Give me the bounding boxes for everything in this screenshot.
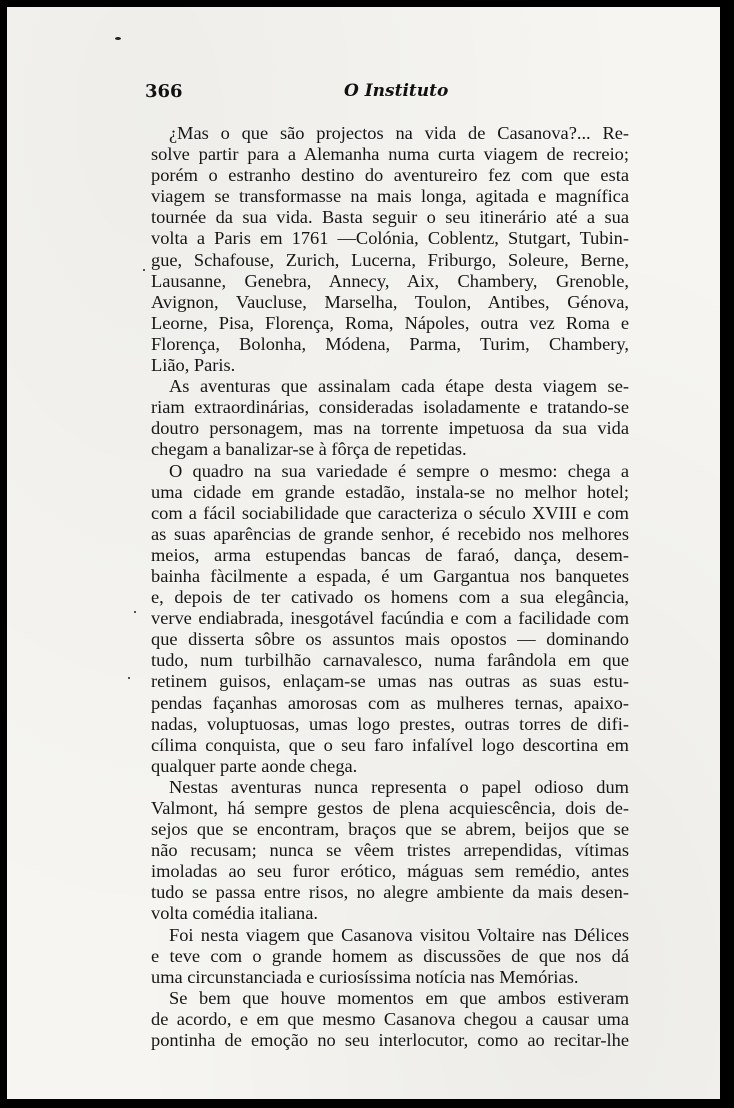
text-line: O quadro na sua variedade é sempre o mesmo: chega a: [169, 460, 629, 481]
running-title: O Instituto: [344, 81, 449, 101]
text-line: que disserta sôbre os assuntos mais opostos — dominando: [151, 629, 629, 650]
text-line: as suas aparências de grande senhor, é recebido nos melhores: [151, 523, 629, 544]
text-line: riam extraordinárias, consideradas isoladamente e tratando-se: [151, 397, 629, 418]
text-line: qualquer parte aonde chega.: [151, 755, 358, 776]
text-line: imoladas ao seu furor erótico, máguas sem remédio, antes: [151, 861, 629, 882]
text-line: Leorne, Pisa, Florença, Roma, Nápoles, outra vez Roma e: [151, 312, 629, 333]
text-line: e teve com o grande homem as discussões de que nos dá: [151, 945, 629, 966]
text-line: viagem se transformasse na mais longa, agitada e magnífica: [151, 186, 629, 207]
text-line: Avignon, Vaucluse, Marselha, Toulon, Antibes, Génova,: [151, 291, 629, 312]
text-line: pontinha de emoção no seu interlocutor, como ao recitar-lhe: [151, 1030, 629, 1051]
page-number: 366: [145, 81, 183, 102]
text-line: volta a Paris em 1761 —Colónia, Coblentz, Stutgart, Tubin-: [151, 228, 629, 249]
text-line: chegam a banalizar-se à fôrça de repetidas.: [151, 439, 467, 460]
text-line: porém o estranho destino do aventureiro fez com que esta: [151, 165, 629, 186]
body-text: [151, 123, 629, 1051]
print-speck: [128, 677, 130, 679]
text-line: Lausanne, Genebra, Annecy, Aix, Chambery, Grenoble,: [151, 270, 629, 291]
text-line: Florença, Bolonha, Módena, Parma, Turim, Chambery,: [151, 333, 629, 354]
text-line: ¿Mas o que são projectos na vida de Casanova?... Re-: [169, 123, 629, 143]
text-line: Foi nesta viagem que Casanova visitou Voltaire nas Délices: [169, 924, 629, 945]
text-line: de acordo, e em que mesmo Casanova chegou a causar uma: [151, 1008, 629, 1029]
text-line: verve endiabrada, inesgotável facúndia e com a facilidade com: [151, 608, 629, 629]
text-line: pendas façanhas amorosas com as mulheres ternas, apaixo-: [151, 692, 629, 713]
text-line: Valmont, há sempre gestos de plena acquiescência, dois de-: [151, 798, 629, 818]
text-line: solve partir para a Alemanha numa curta viagem de recreio;: [151, 144, 629, 165]
text-line: Se bem que houve momentos em que ambos estiveram: [169, 987, 629, 1008]
text-line: tournée da sua vida. Basta seguir o seu itinerário até a sua: [151, 207, 629, 228]
text-line: gue, Schafouse, Zurich, Lucerna, Friburgo, Soleure, Berne,: [151, 249, 629, 270]
text-line: tudo se passa entre risos, no alegre ambiente da mais desen-: [151, 882, 629, 903]
text-line: sejos que se encontram, braços que se abrem, beijos que se: [151, 819, 629, 840]
text-line: uma cidade em grande estadão, instala-se no melhor hotel;: [151, 481, 629, 502]
text-line: cílima conquista, que o seu faro infalível logo descortina em: [151, 734, 629, 755]
text-line: meios, arma estupendas bancas de faraó, dança, desem-: [151, 544, 629, 565]
text-line: uma circunstanciada e curiosíssima notícia nas Memórias.: [151, 966, 579, 987]
text-line: com a fácil sociabilidade que caracteriza o século XVIII e com: [151, 502, 629, 523]
text-line: e, depois de ter cativado os homens com a sua elegância,: [151, 587, 629, 608]
text-line: Nestas aventuras nunca representa o papel odioso dum: [169, 776, 629, 797]
print-speck: [143, 269, 145, 271]
text-line: nadas, voluptuosas, umas logo prestes, outras torres de difi-: [151, 713, 629, 734]
text-line: volta comédia italiana.: [151, 903, 318, 924]
book-page: [7, 7, 720, 1099]
text-line: doutro personagem, mas na torrente impetuosa da sua vida: [151, 418, 629, 439]
text-line: tudo, num turbilhão carnavalesco, numa farândola em que: [151, 650, 629, 671]
text-line: retinem guisos, enlaçam-se umas nas outras as suas estu-: [151, 671, 629, 692]
text-line: não recusam; nunca se vêem tristes arrependidas, vítimas: [151, 840, 629, 861]
text-line: bainha fàcilmente a espada, é um Gargantua nos banquetes: [151, 565, 629, 586]
print-speck: [115, 37, 121, 40]
text-line: As aventuras que assinalam cada étape desta viagem se-: [169, 376, 629, 397]
text-line: Lião, Paris.: [151, 355, 236, 376]
print-speck: [134, 611, 136, 613]
page-header: [7, 79, 720, 109]
